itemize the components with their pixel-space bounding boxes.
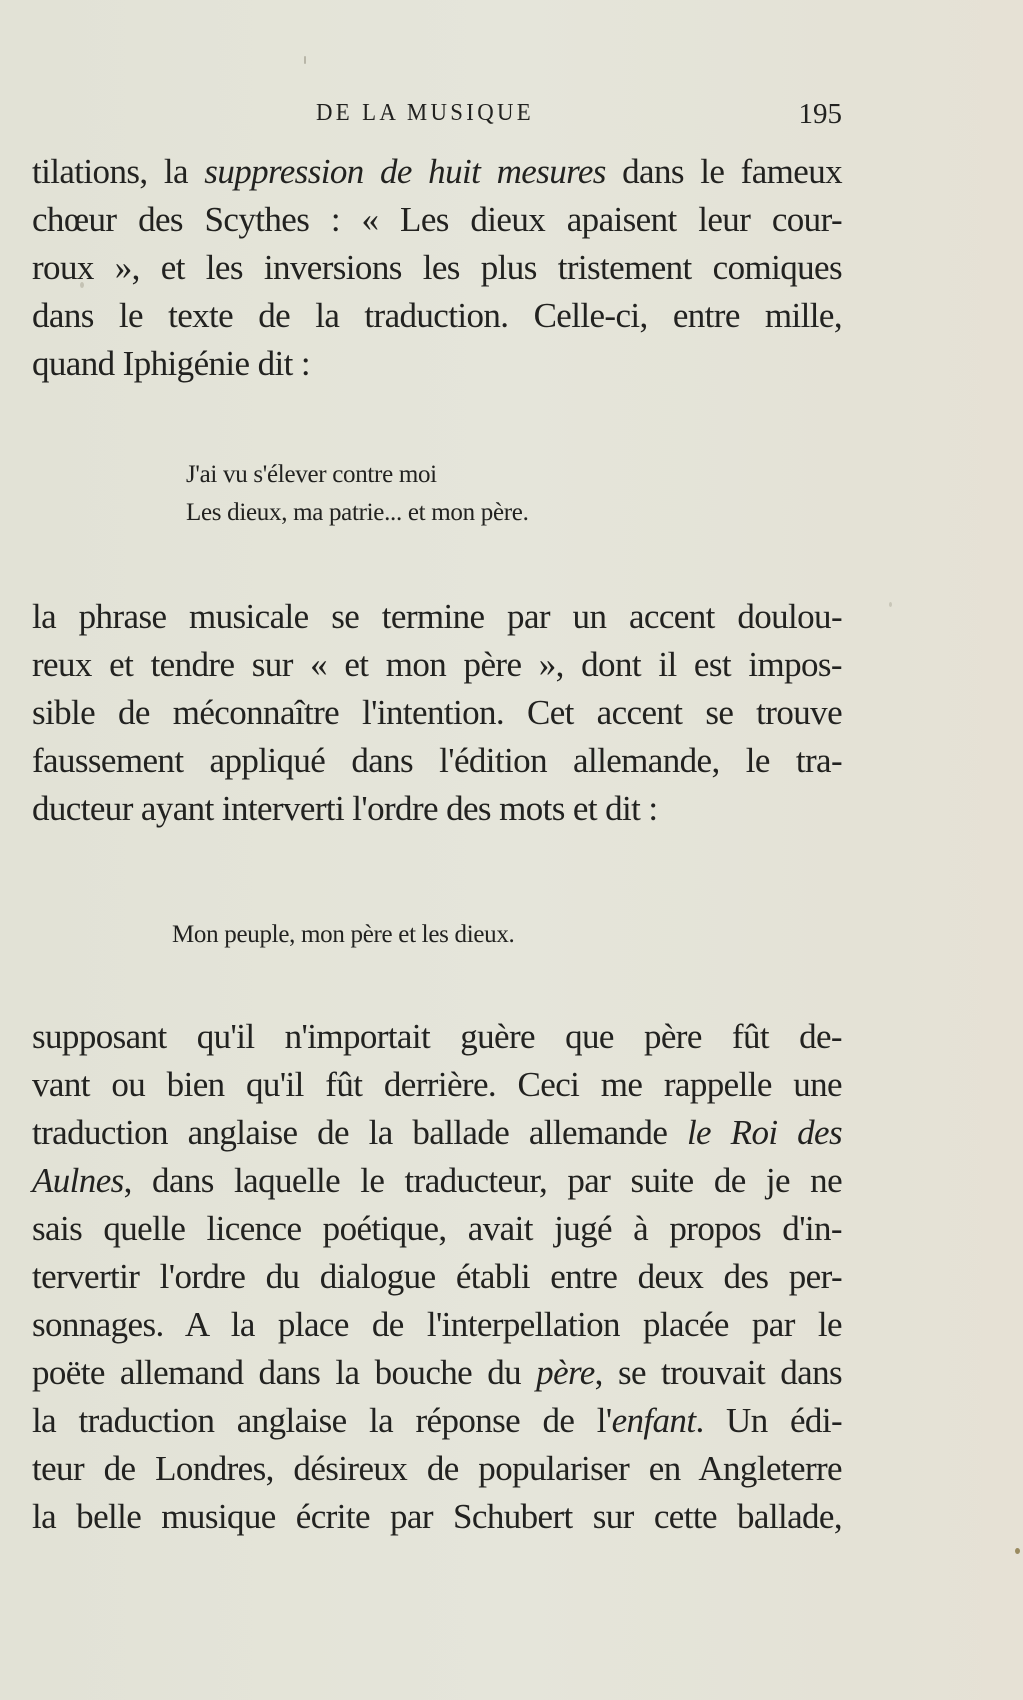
- text-line: la belle musique écrite par Schubert sur cette ballade,: [32, 1497, 842, 1536]
- emphasis: enfant: [611, 1401, 696, 1440]
- running-title: DE LA MUSIQUE: [316, 100, 535, 126]
- text-line: vant ou bien qu'il fût derrière. Ceci me rappelle une: [32, 1065, 842, 1104]
- verse-line: Les dieux, ma patrie... et mon père.: [186, 499, 529, 526]
- text-line: tervertir l'ordre du dialogue établi entre deux des per-: [32, 1257, 842, 1296]
- paper-speck: [304, 56, 306, 64]
- text-line: sible de méconnaître l'intention. Cet accent se trouve: [32, 693, 842, 732]
- text-line: Aulnes, dans laquelle le traducteur, par suite de je ne: [32, 1161, 842, 1200]
- text-line: dans le texte de la traduction. Celle-ci, entre mille,: [32, 296, 842, 335]
- text-line: la phrase musicale se termine par un accent doulou-: [32, 597, 842, 636]
- paper-speck: [1015, 1548, 1020, 1554]
- emphasis: Aulnes: [32, 1161, 124, 1200]
- text-line: ducteur ayant interverti l'ordre des mots et dit :: [32, 789, 658, 828]
- text-line: chœur des Scythes : « Les dieux apaisent leur cour-: [32, 200, 842, 239]
- paragraph-1: [32, 148, 842, 388]
- text-line: sais quelle licence poétique, avait jugé à propos d'in-: [32, 1209, 842, 1248]
- verse-quote-2: [172, 916, 515, 954]
- text-line: faussement appliqué dans l'édition allemande, le tra-: [32, 741, 842, 780]
- text-line: roux », et les inversions les plus tristement comiques: [32, 248, 842, 287]
- text-line: sonnages. A la place de l'interpellation placée par le: [32, 1305, 842, 1344]
- paragraph-2: [32, 593, 842, 833]
- text-line: reux et tendre sur « et mon père », dont il est impos-: [32, 645, 842, 684]
- text-line: traduction anglaise de la ballade allemande le Roi des: [32, 1113, 842, 1152]
- verse-quote-1: [186, 456, 529, 532]
- text-line: poëte allemand dans la bouche du père, se trouvait dans: [32, 1353, 842, 1392]
- text-line: teur de Londres, désireux de populariser en Angleterre: [32, 1449, 842, 1488]
- page-number: 195: [798, 98, 842, 130]
- text-line: quand Iphigénie dit :: [32, 344, 311, 383]
- emphasis: père: [536, 1353, 595, 1392]
- page-header: [32, 98, 842, 138]
- paragraph-3: [32, 1013, 842, 1541]
- emphasis: suppression de huit mesures: [204, 152, 606, 191]
- text-line: la traduction anglaise la réponse de l'enfant. Un édi-: [32, 1401, 842, 1440]
- verse-line: Mon peuple, mon père et les dieux.: [172, 921, 515, 948]
- verse-line: J'ai vu s'élever contre moi: [186, 461, 437, 488]
- emphasis: le Roi des: [686, 1113, 842, 1152]
- text-line: supposant qu'il n'importait guère que père fût de-: [32, 1017, 842, 1056]
- paper-speck: [889, 602, 892, 607]
- text-line: tilations, la suppression de huit mesures dans le fameux: [32, 152, 842, 191]
